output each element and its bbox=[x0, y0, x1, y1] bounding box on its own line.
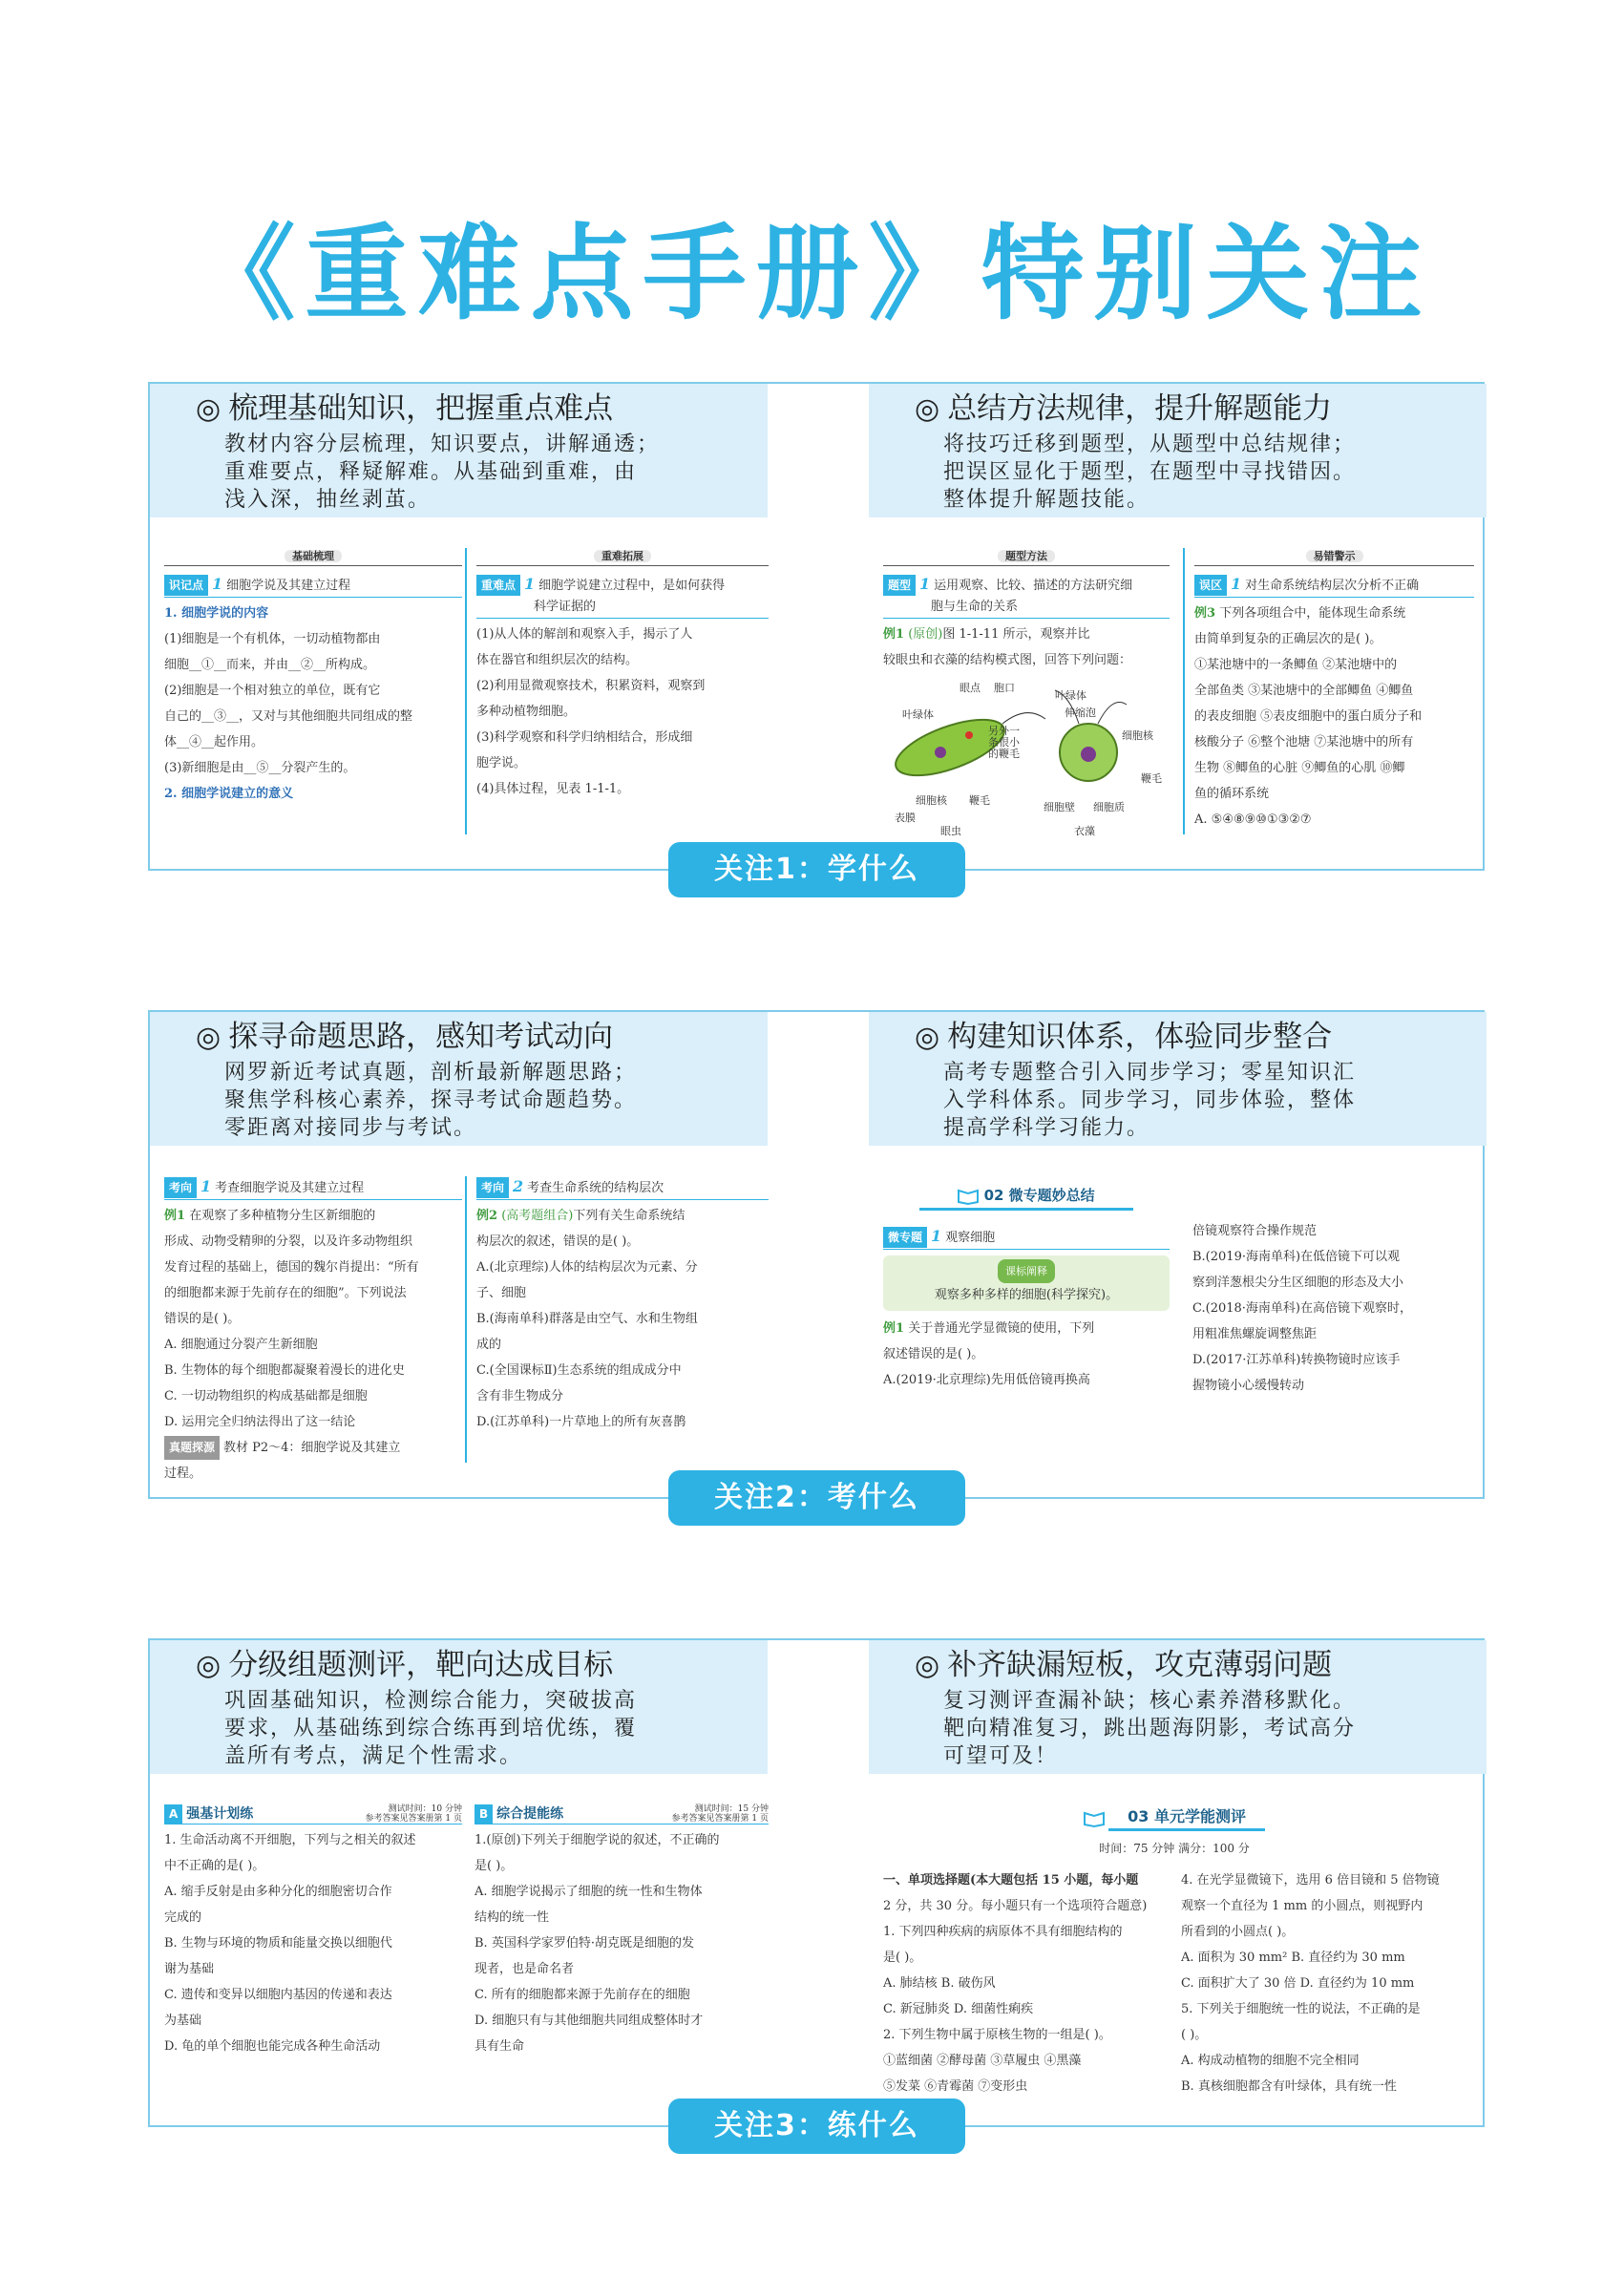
feature-box-right bbox=[869, 1640, 1487, 1774]
standard-box: 课标阐释 观察多种多样的细胞(科学探究)。 bbox=[883, 1255, 1170, 1311]
feature-desc: 网罗新近考试真题，剖析最新解题思路； 聚焦学科核心素养，探寻考试命题趋势。 零距离对接同步与考试。 bbox=[224, 1061, 638, 1140]
feature-box-right bbox=[869, 1012, 1487, 1146]
column-header: 重难拓展 bbox=[594, 550, 651, 562]
section-tag: 考向 bbox=[476, 1177, 509, 1198]
feature-title: 补齐缺漏短板，攻克薄弱问题 bbox=[947, 1648, 1333, 1682]
sample-column-comprehensive-drill: B 综合提能练 测试时间：15 分钟 参考答案见答案册第 1 页 1.(原创)下列关于细胞学说的叙述，不正确的 是( )。 A. 细胞学说揭示了细胞的统一性和生物体 结构的统一性 B. 英国科学家罗伯特·胡克既是细胞的发 现者，也是命名者 C. 所有的细胞都来源于先前存在的细胞 D. 细胞只有与其他细胞共同组成整体时才 具有生命 bbox=[475, 1804, 769, 2054]
section-practice bbox=[148, 1638, 1485, 2127]
sample-column-exam-direction-1: 考向 1 考查细胞学说及其建立过程 例1 在观察了多种植物分生区新细胞的 形成、动物受精卵的分裂，以及许多动物组织 发育过程的基础上，德国的魏尔肖提出：“所有 的细胞都来源于先前存在的细胞”。下列说法 错误的是( )。 A. 细胞通过分裂产生新细胞 B. 生物体的每个细胞都凝聚着漫长的进化史 C. 一切动物组织的构成基础都是细胞 D. 运用完全归纳法得出了这一结论 真题探源 教材 P2～4：细胞学说及其建立 过程。 bbox=[164, 1176, 462, 1463]
circle-bullet-icon: ◎ bbox=[915, 1021, 940, 1054]
sample-column-basic-drill: A 强基计划练 测试时间：10 分钟 参考答案见答案册第 1 页 1. 生命活动离不开细胞，下列与之相关的叙述 中不正确的是( )。 A. 缩手反射是由多种分化的细胞密切合作 完成的 B. 生物与环境的物质和能量交换以细胞代 谢为基础 C. 遗传和变异以细胞内基因的传递和表达 为基础 D. 龟的单个细胞也能完成各种生命活动 bbox=[164, 1804, 462, 2054]
feature-title: 构建知识体系，体验同步整合 bbox=[947, 1020, 1333, 1054]
section-label-practice: 关注3：练什么 bbox=[668, 2099, 965, 2154]
level-b-badge: B bbox=[475, 1804, 493, 1824]
section-tag: 题型 bbox=[883, 575, 916, 596]
unit-test-banner: 03 单元学能测评 bbox=[1108, 1804, 1265, 1831]
sample-column-basics: 基础梳理 识记点 1 细胞学说及其建立过程 1. 细胞学说的内容 (1)细胞是一个有机体，一切动植物都由 细胞__①__而来，并由__②__所构成。 (2)细胞是一个相对独立的单位，既有它 自己的__③__，又对与其他细胞共同组成的整 体__④__起作用。 (3)新细胞是由__⑤__分裂产生的。 2. 细胞学说建立的意义 bbox=[164, 548, 462, 834]
column-header: 题型方法 bbox=[998, 550, 1055, 562]
feature-title: 总结方法规律，提升解题能力 bbox=[947, 391, 1333, 426]
level-a-badge: A bbox=[164, 1804, 182, 1824]
column-header: 基础梳理 bbox=[285, 550, 342, 562]
feature-box-right bbox=[869, 384, 1487, 517]
section-tag: 考向 bbox=[164, 1177, 197, 1198]
book-icon bbox=[1084, 1811, 1105, 1826]
circle-bullet-icon: ◎ bbox=[915, 1649, 940, 1682]
feature-box-left bbox=[150, 1640, 768, 1774]
feature-desc: 巩固基础知识，检测综合能力，突破拔高 要求，从基础练到综合练再到培优练，覆 盖所有考点，满足个性需求。 bbox=[224, 1689, 638, 1768]
feature-desc: 复习测评查漏补缺；核心素养潜移默化。 靶向精准复习，跳出题海阴影，考试高分 可望可及！ bbox=[943, 1689, 1357, 1768]
sample-unit-test: 03 单元学能测评 时间：75 分钟 满分：100 分 一、单项选择题(本大题包括 15 小题，每小题 2 分，共 30 分。每小题只有一个选项符合题意) 1. 下列四种疾病的病原体不具有细胞结构的 是( )。 A. 肺结核 B. 破伤风 C. 新冠肺炎 D. 细菌性痢疾 2. 下列生物中属于原核生物的一组是( )。 ①蓝细菌 ②酵母菌 ③草履虫 ④黑藻 ⑤发菜 ⑥青霉菌 ⑦变形虫 4. 在光学显微镜下，选用 6 倍目镜和 5 倍物镜 观察一个直径为 1 mm 的小圆点，则视野内 所看到的小圆点( )。 A. 面积为 30 mm² B. 直径约为 30 mm C. 面积扩大了 30 倍 D. 直径约为 10 mm 5. 下列关于细胞统一性的说法，不正确的是 ( )。 A. 构成动植物的细胞不完全相同 B. 真核细胞都含有叶绿体，具有统一性 bbox=[883, 1804, 1466, 2081]
feature-desc: 教材内容分层梳理，知识要点，讲解通透； 重难要点，释疑解难。从基础到重难，由 浅入深，抽丝剥茧。 bbox=[224, 432, 661, 512]
sample-column-methods: 题型方法 题型 1 运用观察、比较、描述的方法研究细 胞与生命的关系 例1 (原创)图 1-1-11 所示，观察并比 较眼虫和衣藻的结构模式图，回答下列问题： 眼点 胞口 叶绿体 叶绿体 细胞核 伸缩泡 另外一条很小的鞭毛 细胞核 鞭毛 表膜 细胞壁 鞭毛 细胞质 眼虫 衣藻 bbox=[883, 548, 1170, 834]
circle-bullet-icon: ◎ bbox=[915, 392, 940, 426]
sample-column-mistakes: 易错警示 误区 1 对生命系统结构层次分析不正确 例3 下列各项组合中，能体现生命系统 由简单到复杂的正确层次的是( )。 ①某池塘中的一条鲫鱼 ②某池塘中的 全部鱼类 ③某池塘中的全部鲫鱼 ④鲫鱼 的表皮细胞 ⑤表皮细胞中的蛋白质分子和 核酸分子 ⑥整个池塘 ⑦某池塘中的所有 生物 ⑧鲫鱼的心脏 ⑨鲫鱼的心肌 ⑩鲫 鱼的循环系统 A. ⑤④⑧⑨⑩①③②⑦ bbox=[1183, 548, 1474, 834]
column-header: 易错警示 bbox=[1306, 550, 1363, 562]
feature-title: 探寻命题思路，感知考试动向 bbox=[228, 1020, 614, 1054]
section-tag: 识记点 bbox=[164, 575, 208, 596]
micro-topic-banner: 02 微专题妙总结 bbox=[983, 1187, 1095, 1204]
feature-title: 梳理基础知识，把握重点难点 bbox=[228, 391, 614, 426]
feature-box-left bbox=[150, 1012, 768, 1146]
sample-column-exam-direction-2: 考向 2 考查生命系统的结构层次 例2 (高考题组合)下列有关生命系统结 构层次的叙述，错误的是( )。 A.(北京理综)人体的结构层次为元素、分 子、细胞 B.(海南单科)群落是由空气、水和生物组 成的 C.(全国课标Ⅱ)生态系统的组成成分中 含有非生物成分 D.(江苏单科)一片草地上的所有灰喜鹊 bbox=[465, 1176, 769, 1463]
circle-bullet-icon: ◎ bbox=[196, 1021, 221, 1054]
page-title: 《重难点手册》特别关注 bbox=[192, 215, 1432, 334]
circle-bullet-icon: ◎ bbox=[196, 1649, 221, 1682]
sample-column-micro-topic-cont: 倍镜观察符合操作规范 B.(2019·海南单科)在低倍镜下可以观 察到洋葱根尖分生区细胞的形态及大小 C.(2018·海南单科)在高倍镜下观察时， 用粗准焦螺旋调整焦距 D.(2017·江苏单科)转换物镜时应该手 握物镜小心缓慢转动 bbox=[1192, 1224, 1412, 1393]
sample-column-key-points: 重难拓展 重难点 1 细胞学说建立过程中，是如何获得 科学证据的 (1)从人体的解剖和观察入手，揭示了人 体在器官和组织层次的结构。 (2)利用显微观察技术，积累资料，观察到 多种动植物细胞。 (3)科学观察和科学归纳相结合，形成细 胞学说。 (4)具体过程，见表 1-1-1。 bbox=[465, 548, 769, 834]
unit-test-meta: 时间：75 分钟 满分：100 分 bbox=[1099, 1842, 1250, 1855]
book-icon bbox=[958, 1189, 979, 1204]
section-label-learn: 关注1：学什么 bbox=[668, 842, 965, 897]
cell-diagram: 眼点 胞口 叶绿体 叶绿体 细胞核 伸缩泡 另外一条很小的鞭毛 细胞核 鞭毛 表膜 细胞壁 鞭毛 细胞质 眼虫 衣藻 bbox=[883, 676, 1170, 819]
section-learn bbox=[148, 382, 1485, 871]
feature-title: 分级组题测评，靶向达成目标 bbox=[228, 1648, 614, 1682]
feature-desc: 将技巧迁移到题型，从题型中总结规律； 把误区显化于题型，在题型中寻找错因。 整体提升解题技能。 bbox=[943, 432, 1357, 512]
section-tag: 微专题 bbox=[883, 1227, 927, 1248]
feature-desc: 高考专题整合引入同步学习；零星知识汇 入学科体系。同步学习，同步体验，整体 提高学科学习能力。 bbox=[943, 1061, 1357, 1140]
section-tag: 重难点 bbox=[476, 575, 520, 596]
feature-box-left bbox=[150, 384, 768, 517]
circle-bullet-icon: ◎ bbox=[196, 392, 221, 426]
section-tag: 误区 bbox=[1194, 575, 1227, 596]
section-exam bbox=[148, 1010, 1485, 1499]
section-label-exam: 关注2：考什么 bbox=[668, 1470, 965, 1526]
sample-column-micro-topic: 02 微专题妙总结 微专题 1 观察细胞 课标阐释 观察多种多样的细胞(科学探究)。 例1 关于普通光学显微镜的使用，下列 叙述错误的是( )。 A.(2019·北京理综)先用低倍镜再换高 bbox=[883, 1176, 1170, 1463]
